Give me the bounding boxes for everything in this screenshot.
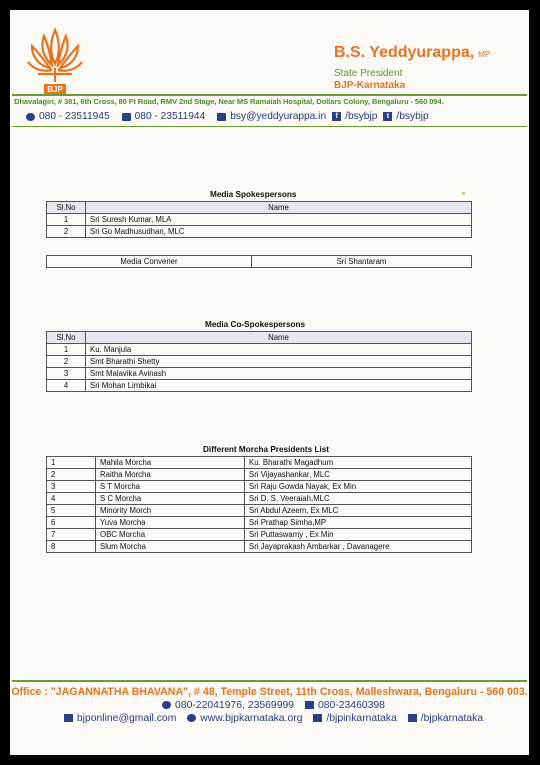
row-morcha: S T Morcha [96,481,245,493]
footer-fax: 080-23460398 [317,700,385,711]
header-bottom-divider [12,126,527,127]
row-name: Sri Mohan Limbikai [86,380,472,392]
row-name: Smt Bharathi Shetty [86,356,472,368]
cospokespersons-heading: Media Co-Spokespersons [205,320,306,329]
row-no: 4 [47,493,96,505]
footer-website[interactable]: www.bjpkarnataka.org [200,713,303,724]
row-no: 3 [47,368,86,380]
email-icon [217,113,226,121]
name-suffix: MP [478,50,491,59]
cospokespersons-table [46,331,472,392]
table-row [47,214,472,226]
row-president: Sri Jayaprakash Ambarkar , Davanagere [245,541,472,553]
header-divider [12,94,527,96]
footer-facebook[interactable]: /bjpinkarnataka [326,713,397,724]
table-row [47,505,472,517]
footer-twitter[interactable]: /bjpkarnataka [420,713,484,724]
table-row [47,541,472,553]
row-morcha: Raitha Morcha [96,469,245,481]
morcha-heading: Different Morcha Presidents List [203,445,330,454]
row-president: Sri Puttaswamy , Ex Min [245,529,472,541]
row-president: Sri Vijayashankar, MLC [245,469,472,481]
row-no: 2 [47,226,86,238]
row-no: 2 [47,469,96,481]
row-no: 1 [47,344,86,356]
row-name: Sri Suresh Kumar, MLA [86,214,472,226]
organization-name: BJP-Karnataka [334,80,406,91]
row-president: Sri Raju Gowda Nayak, Ex Min [245,481,472,493]
facebook-icon [313,714,322,722]
row-morcha: Mahila Morcha [96,457,245,469]
table-row [47,493,472,505]
header-contact-line [20,111,525,122]
row-morcha: OBC Morcha [96,529,245,541]
letterhead-page [10,10,529,755]
col-name: Name [86,202,472,214]
col-slno: Sl.No [47,332,86,344]
twitter-icon: t [383,112,392,121]
leader-name [334,44,490,62]
header-address: Dhavalagiri, # 381, 6th Cross, 80 Ft Road, RMV 2nd Stage, Near MS Ramaiah Hospital, Dollars Colony, Bengaluru - 560 094. [14,97,444,106]
row-morcha: Minority Morch [96,505,245,517]
row-name: Sri Go Madhusudhan, MLC [86,226,472,238]
row-no: 2 [47,356,86,368]
row-president: Sri Prathap Simha,MP [245,517,472,529]
leader-name-text: B.S. Yeddyurappa, [334,44,475,61]
row-name: Smt Malavika Avinash [86,368,472,380]
table-row [47,256,472,268]
spokespersons-table [46,201,472,238]
row-no: 3 [47,481,96,493]
table-header-row [47,202,472,214]
row-president: Sri D. S. Veeraiah,MLC [245,493,472,505]
col-slno: Sl.No [47,202,86,214]
row-president: Sri Abdul Azeem, Ex MLC [245,505,472,517]
row-no: 1 [47,457,96,469]
row-no: 5 [47,505,96,517]
lotus-logo [24,24,86,102]
convener-label: Media Convener [47,256,252,268]
footer-divider [12,680,527,682]
table-row [47,344,472,356]
phone-icon [26,113,35,121]
phone-icon [162,701,171,709]
morcha-table [46,456,472,553]
table-row [47,356,472,368]
row-no: 4 [47,380,86,392]
spokespersons-heading: Media Spokespersons [210,190,297,199]
convener-value: Sri Shantaram [252,256,472,268]
header-email[interactable]: bsy@yeddyurappa.in [230,111,327,122]
header-twitter[interactable]: /bsybjp [396,111,429,122]
facebook-icon: f [332,112,341,121]
table-row [47,517,472,529]
table-row [47,469,472,481]
table-row [47,457,472,469]
row-no: 6 [47,517,96,529]
table-row [47,529,472,541]
convener-table [46,255,472,268]
logo-text: BJP [47,85,63,94]
fax-icon [122,113,131,121]
header-phone: 080 - 23511945 [39,111,110,122]
ink-speck [462,192,465,195]
row-name: Ku. Manjula [86,344,472,356]
globe-icon [187,714,196,722]
table-row [47,481,472,493]
footer-web-line [10,713,529,724]
row-president: Ku. Bharathi Magadhum [245,457,472,469]
twitter-icon [408,714,417,722]
footer-email[interactable]: bjponline@gmail.com [76,713,177,724]
table-row [47,226,472,238]
leader-title: State President [334,68,403,79]
table-row [47,380,472,392]
row-morcha: Yuva Morcha [96,517,245,529]
col-name: Name [86,332,472,344]
email-icon [64,714,73,722]
row-no: 1 [47,214,86,226]
header-fax: 080 - 23511944 [134,111,206,122]
table-row [47,368,472,380]
row-no: 7 [47,529,96,541]
row-no: 8 [47,541,96,553]
fax-icon [305,701,314,709]
table-header-row [47,332,472,344]
row-morcha: Slum Morcha [96,541,245,553]
header-facebook[interactable]: /bsybjp [345,111,378,122]
footer-phone-line [10,700,529,711]
footer-phones: 080-22041976, 23569999 [175,700,295,711]
footer-office-address: Office : "JAGANNATHA BHAVANA", # 48, Temple Street, 11th Cross, Malleshwara, Bengaluru - 560 003. [11,686,528,698]
row-morcha: S C Morcha [96,493,245,505]
